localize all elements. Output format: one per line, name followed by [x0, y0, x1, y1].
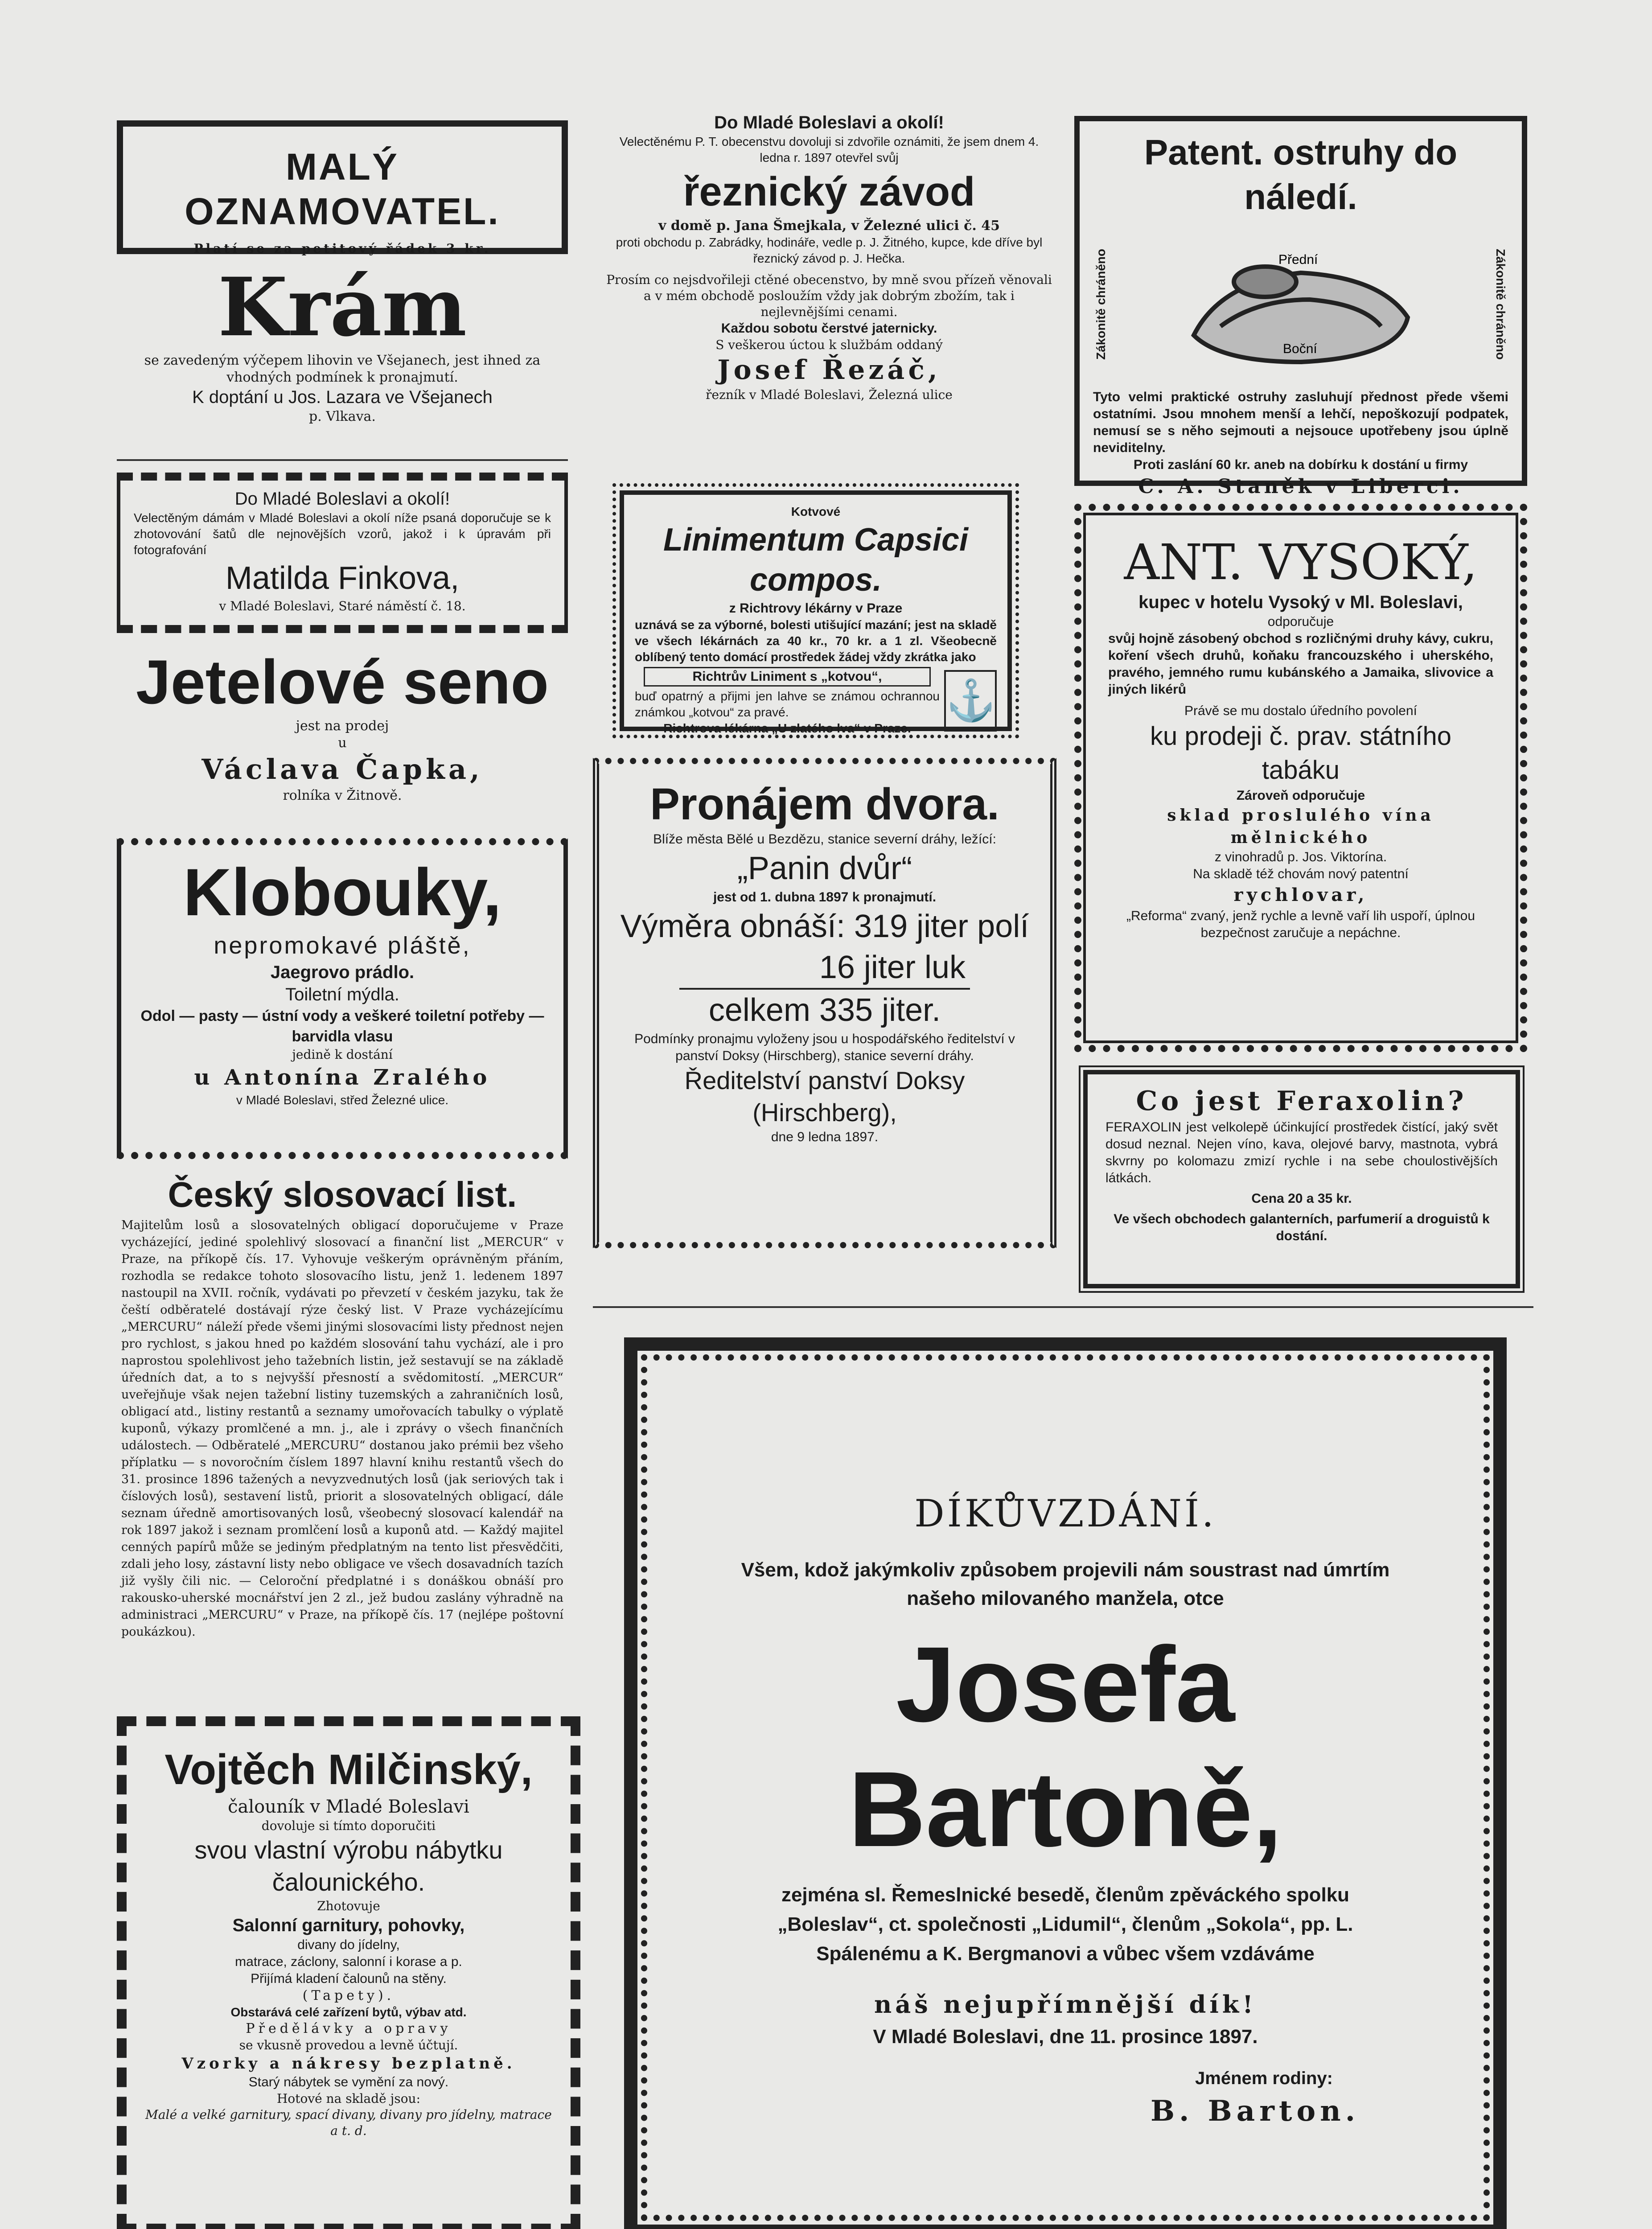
seno-head: Jetelové seno: [136, 647, 549, 717]
seno-l1: jest na prodej: [296, 718, 389, 734]
spur-badge-front: Přední: [1278, 252, 1318, 267]
rez-l5: Každou sobotu čerstvé jaternicky.: [721, 321, 937, 336]
dvur-l4: Ředitelství panství Doksy (Hirschberg),: [684, 1066, 965, 1127]
ad-feraxolin: [1083, 1070, 1520, 1288]
lin-l4: buď opatrný a přijmi jen lahve se známou ochrannou známkou „kotvou“ za pravé.: [635, 689, 940, 719]
ad-klobouky: [117, 838, 568, 1159]
klob-name: u Antonína Zralého: [194, 1065, 491, 1090]
vys-l10: rychlovar,: [1233, 884, 1368, 905]
rez-l3: proti obchodu p. Zabrádky, hodináře, vedle p. J. Žitného, kupce, kde dříve byl řeznický závod p. J. Hečka.: [616, 235, 1043, 265]
fink-head: Do Mladé Boleslavi a okolí!: [234, 489, 450, 509]
fer-l3: Ve všech obchodech galanterních, parfumerií a droguistů k dostání.: [1114, 1212, 1490, 1243]
rez-l1: Velectěnému P. T. obecenstvu dovoluji si zdvořile oznámiti, že jsem dnem 4. ledna r. 1897 otevřel svůj: [619, 135, 1039, 165]
lin-l5: Richtrova lékárna „U zlatého lva“ v Praze.: [663, 721, 911, 735]
slos-head: Český slosovací list.: [168, 1175, 517, 1214]
patent-name: C. A. Staněk v Liberci.: [1138, 475, 1463, 498]
milc-l13: Vzorky a nákresy bezplatně.: [181, 2055, 516, 2073]
milc-l8: Přijímá kladení čalounů na stěny.: [251, 1971, 447, 1986]
vys-l9: Na skladě též chovám nový patentní: [1193, 867, 1409, 881]
milc-l10: Obstarává celé zařízení bytů, výbav atd.: [230, 2005, 467, 2019]
ad-pronajem: [593, 758, 1056, 1248]
milc-l1: čalouník v Mladé Boleslavi: [228, 1797, 469, 1817]
ad-maly-oznamovatel: [117, 120, 568, 254]
vys-l11: „Reforma“ zvaný, jenž rychle a levně vaří lih uspoří, úplnou bezpečnost zaručuje a nepáchne.: [1126, 909, 1475, 940]
dik-l2: zejména sl. Řemeslnické besedě, členům zpěváckého spolku „Boleslav“, ct. společnosti „Lidumil“, členům „Sokola“, pp. L. Spálenému a K. Bergmanovi a vůbec všem vzdáváme: [777, 1884, 1353, 1965]
dvur-name: „Panin dvůr“: [737, 851, 912, 886]
lin-l3: Richtrův Liniment s „kotvou“,: [644, 667, 931, 687]
patent-l1: Tyto velmi praktické ostruhy zasluhují přednost přede všemi ostatními. Jsou mnohem menší a lehčí, nepoškozují podpatek, nemusí se s něho sejmouti a nejsouce upotřebeny jsou úplně neviditelny.: [1093, 390, 1508, 455]
vys-l6: Zároveň odporučuje: [1236, 788, 1365, 803]
vys-l8: z vinohradů p. Jos. Viktorína.: [1214, 850, 1387, 864]
dvur-v2: 16 jiter luk: [819, 950, 966, 985]
dik-l3: náš nejupřímnější dík!: [874, 1990, 1257, 2019]
fink-body: Velectěným dámám v Mladé Boleslavi a okolí níže psaná doporučuje se k zhotovování šatů dle nejnovějších vzorů, jakož i k úpravám při fotografování: [134, 511, 551, 557]
maly-title: MALÝ OZNAMOVATEL.: [185, 146, 500, 232]
lin-l2: uznává se za výborné, bolesti utišující mazání; jest na skladě ve všech lékárnách za 40 kr., 70 kr. a 1 zl. Všeobecně oblíbený tento domácí prostředek žádej vždy zkrátka jako: [635, 618, 997, 664]
dik-l4: V Mladé Boleslavi, dne 11. prosince 1897.: [873, 2026, 1258, 2048]
rez-title: řeznický závod: [683, 169, 975, 214]
kram-place: p. Vlkava.: [309, 409, 376, 424]
milc-l12: se vkusně provedou a levně účtují.: [239, 2038, 458, 2052]
dvur-l5: dne 9 ledna 1897.: [771, 1130, 879, 1144]
milc-l5: Salonní garnitury, pohovky,: [232, 1916, 465, 1935]
rez-name: Josef Řezáč,: [717, 354, 941, 386]
anchor-icon: ⚓: [944, 670, 997, 732]
vys-head: ANT. VYSOKÝ,: [1124, 534, 1478, 591]
spur-badge-side: Boční: [1283, 341, 1317, 356]
slos-body: Majitelům losů a slosovatelných obligací doporučujeme v Praze vycházející, jediné spolehlivý slosovací a finanční list „MERCUR“ v Praze, na příkopě čís. 17. Vyhovuje veškerým oprávněným přáním, rozhodla se redakce tohoto slosovacího listu, jenž 1. ledenem 1897 nastoupil na XVII. ročník, vydávati po převzetí v českém jazyku, tak že čeští odběratelé dostávají rýze český list. V Praze vycházejícímu „MERCURU“ náleží přede všemi jinými slosovacími listy přednost nejen pro rychlost, s jakou hned po každém slosování tahu vychází, ale i pro naprostou spolehlivost jeho tažebních listin, jež sestavují se na základě úředních dat, a to s nejvyšší přesností a svědomitostí. „MERCUR“ uveřejňuje však nejen tažební listiny tuzemských a zahraničních losů, obligací atd., listiny restantů a seznamy umořovacích tabulky o výplatě kuponů, výkazy promlčené a mn. j., ale i zprávy o všech finančních událostech. — Odběratelé „MERCURU“ dostanou jako prémii bez všeho příplatku — s novoročním číslem 1897 hlavní knihu restantů všech do 31. prosince 1896 tažených a nevyzvednutých losů (jak seriových tak i číslových losů), sestavení listů, priorit a slosovatelných obligací, dále seznam úředně amortisovaných losů, všeobecný slosovací kalendář na rok 1897 jakož i seznam promlčení losů a kuponů atd. — Každý majitel cenných papírů může se jediným předplatným na tento list přesvědčiti, zdali jeho losy, zástavní listy nebo obligace ve všech dosavadních tazích již vyšly čili nic. — Celoroční předplatné i s donáškou obnáší pro rakousko-uherské mocnářství jen 2 zl., jež budou zaslány výhradně na administraci „MERCURU“ v Praze, na příkopě čís. 17 (nejlépe poštovní poukázkou).: [121, 1218, 563, 1639]
dvur-v1: Výměra obnáší: 319 jiter polí: [620, 909, 1029, 944]
kram-body: se zavedeným výčepem lihovin ve Všejanech, jest ihned za vhodných podmínek k pronajmutí.: [144, 353, 541, 385]
klob-l3: Toiletní mýdla.: [285, 985, 399, 1004]
milc-l14: Starý nábytek se vymění za nový.: [248, 2075, 449, 2089]
ad-vysoky: [1074, 504, 1527, 1052]
ad-liniment: [620, 490, 1012, 735]
ad-patent: [1074, 116, 1527, 498]
milc-l11: Předělávky a opravy: [246, 2021, 452, 2036]
klob-l1: nepromokavé pláště,: [214, 932, 471, 959]
milc-l2: dovoluje si tímto doporučiti: [261, 1818, 436, 1833]
klob-head: Klobouky,: [183, 855, 501, 929]
dvur-l2: jest od 1. dubna 1897 k pronajmutí.: [713, 890, 937, 905]
dvur-l3: Podmínky pronajmu vyloženy jsou u hospodářského ředitelství v panství Doksy (Hirschberg), stanice severní dráhy.: [634, 1032, 1015, 1063]
ad-kram: [117, 260, 568, 450]
milc-l9: (Tapety).: [302, 1988, 395, 2003]
ad-dikuvzdani: [624, 1337, 1507, 2229]
patent-l2: Proti zaslání 60 kr. aneb na dobírku k dostání u firmy: [1133, 457, 1468, 472]
fink-addr: v Mladé Boleslavi, Staré náměstí č. 18.: [219, 599, 466, 613]
fink-name: Matilda Finkova,: [225, 560, 460, 596]
vys-l1: kupec v hotelu Vysoký v Ml. Boleslavi,: [1138, 592, 1463, 612]
vys-l3: svůj hojně zásobený obchod s rozličnými druhy kávy, cukru, koření všech druhů, koňaku francouzského i uherského, pravého, jemného rumu kubánského a Jamaika, slivovice a jiných likérů: [1108, 631, 1493, 697]
kram-headline: Krám: [218, 260, 467, 354]
dik-l1: Všem, kdož jakýmkoliv způsobem projevili nám soustrast nad úmrtím našeho milovaného manžela, otce: [741, 1559, 1390, 1609]
klob-l6: v Mladé Boleslavi, střed Železné ulice.: [236, 1093, 449, 1107]
dvur-l1: Blíže města Bělé u Bezdězu, stanice severní dráhy, ležící:: [653, 832, 996, 847]
ad-milcinsky: [117, 1716, 580, 2229]
milc-l4: Zhotovuje: [317, 1899, 380, 1913]
lin-l1: z Richtrovy lékárny v Praze: [729, 601, 903, 616]
ad-finkova: [117, 473, 568, 633]
milc-l15: Hotové na skladě jsou:: [276, 2091, 421, 2106]
milc-l3: svou vlastní výrobu nábytku čalounického.: [194, 1836, 503, 1896]
fer-l2: Cena 20 a 35 kr.: [1251, 1191, 1352, 1206]
lin-title: Linimentum Capsici compos.: [663, 522, 969, 598]
milc-l7: matrace, záclony, salonní i korase a p.: [235, 1954, 462, 1969]
rez-l2: v domě p. Jana Šmejkala, v Železné ulici č. 45: [658, 218, 1000, 234]
kram-contact: K doptání u Jos. Lazara ve Všejanech: [192, 387, 493, 407]
rez-l6: S veškerou úctou k službám oddaný: [715, 337, 943, 352]
klob-l4: Odol — pasty — ústní vody a veškeré toiletní potřeby — barvidla vlasu: [140, 1008, 544, 1045]
vys-l5: ku prodeji č. prav. státního tabáku: [1150, 722, 1451, 785]
seno-name: Václava Čapka,: [201, 753, 483, 785]
ad-slosovaci: [117, 1172, 568, 1707]
rez-l4: Prosím co nejsdvořileji ctěné obecenstvo, by mně svou přízeň věnovali a v mém obchodě posloužím vždy jak dobrým zbožím, tak i nejlevnějšími cenami.: [606, 272, 1052, 319]
divider: [593, 1306, 1533, 1308]
patent-side-right: Zákonitě chráněno: [1494, 248, 1508, 360]
rez-l7: řezník v Mladé Boleslavi, Železná ulice: [706, 387, 953, 402]
ad-seno: [117, 646, 568, 825]
milc-head: Vojtěch Milčinský,: [164, 1746, 533, 1793]
milc-l6: divany do jídelny,: [297, 1937, 400, 1952]
milc-l16: Malé a velké garnitury, spací divany, divany pro jídelny, matrace a t. d.: [145, 2107, 552, 2138]
vys-l4: Právě se mu dostalo úředního povolení: [1184, 703, 1417, 718]
dvur-head: Pronájem dvora.: [650, 779, 999, 829]
patent-head: Patent. ostruhy do náledí.: [1144, 132, 1458, 217]
dvur-v3: celkem 335 jiter.: [679, 988, 970, 1031]
patent-side-left: Zákonitě chráněno: [1094, 248, 1108, 360]
fer-head: Co jest Feraxolin?: [1136, 1086, 1467, 1117]
fer-l1: FERAXOLIN jest velkolepě účinkující prostředek čistící, jaký svět dosud neznal. Nejen víno, kava, olejové barvy, mastnota, vybrá skvrny po kolomazu zmizí rychle i na sebe choulostivějších látkách.: [1105, 1120, 1498, 1185]
lin-top: Kotvové: [791, 505, 841, 518]
spur-illustration: [1109, 224, 1492, 384]
rez-head: Do Mladé Boleslavi a okolí!: [714, 113, 944, 132]
vys-l2: odporučuje: [1267, 614, 1334, 629]
dik-head: DÍKŮVZDÁNÍ.: [914, 1492, 1216, 1535]
klob-l5: jedině k dostání: [292, 1047, 393, 1062]
ad-reznik: [597, 111, 1061, 468]
dik-l5: Jménem rodiny:: [1195, 2069, 1333, 2088]
seno-l2: u: [338, 735, 347, 751]
divider: [117, 459, 568, 461]
vys-l7: sklad proslulého vína mělnického: [1167, 806, 1434, 847]
seno-l3: rolníka v Žitnově.: [283, 788, 402, 803]
dik-sig: B. Barton.: [1151, 2094, 1360, 2128]
klob-l2: Jaegrovo prádlo.: [270, 962, 415, 982]
maly-sub: Platí se za petitový řádek 3 kr.: [193, 241, 491, 256]
dik-name: Josefa Bartoně,: [848, 1624, 1282, 1869]
